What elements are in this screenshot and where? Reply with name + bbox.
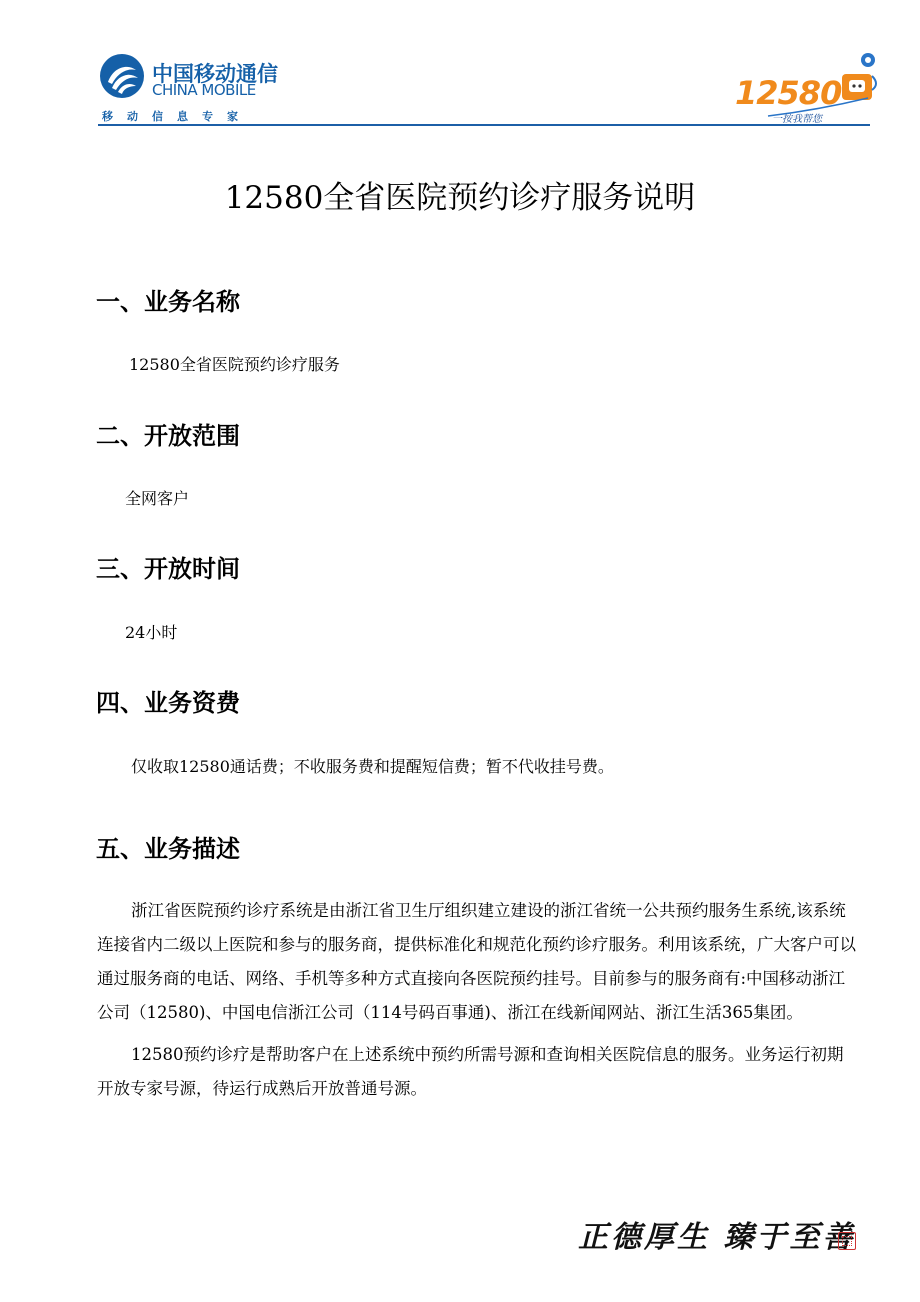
brand-12580-number: 12580 [735, 74, 842, 112]
section-heading-description: 五、业务描述 [96, 835, 240, 863]
section-heading-scope: 二、开放范围 [96, 422, 240, 450]
china-mobile-logo-icon [98, 52, 146, 100]
section-body-name: 12580全省医院预约诊疗服务 [129, 355, 340, 374]
china-mobile-slogan: 移动信息专家 [102, 110, 252, 123]
section-heading-hours: 三、开放时间 [96, 555, 240, 583]
seal-stamp-icon [838, 1232, 856, 1250]
footer-motto: 正德厚生 臻于至善 [578, 1220, 856, 1255]
china-mobile-en-name: CHINA MOBILE [152, 81, 256, 99]
section-body-scope: 全网客户 [125, 489, 190, 508]
description-paragraph-2: 12580预约诊疗是帮助客户在上述系统中预约所需号源和查询相关医院信息的服务。业务运行初期开放专家号源，待运行成熟后开放普通号源。 [97, 1045, 844, 1098]
section-body-fees: 仅收取12580通话费；不收服务费和提醒短信费；暂不代收挂号费。 [131, 757, 614, 776]
brand-12580-tagline: 一按我帮您 [772, 114, 822, 125]
page-header [0, 0, 920, 130]
section-body-hours: 24小时 [125, 623, 178, 642]
china-mobile-cn-name: 中国移动通信 [152, 62, 278, 86]
description-text [97, 894, 857, 1106]
section-heading-fees: 四、业务资费 [96, 689, 240, 717]
document-title: 12580全省医院预约诊疗服务说明 [224, 180, 696, 216]
description-paragraph-1: 浙江省医院预约诊疗系统是由浙江省卫生厅组织建立建设的浙江省统一公共预约服务生系统,该系统连接省内二级以上医院和参与的服务商，提供标准化和规范化预约诊疗服务。利用该系统，广大客户可以通过服务商的电话、网络、手机等多种方式直接向各医院预约挂号。目前参与的服务商有:中国移动浙江公司（12580)、中国电信浙江公司（114号码百事通)、浙江在线新闻网站、浙江生活365集团。 [97, 901, 856, 1022]
section-heading-name: 一、业务名称 [96, 288, 240, 316]
